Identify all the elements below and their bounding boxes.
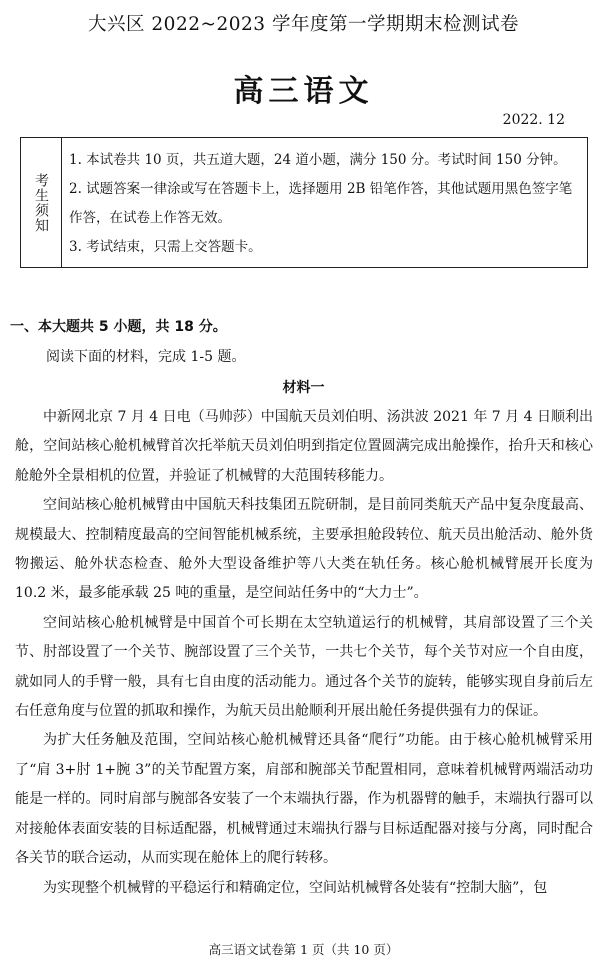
- section-heading: 一、本大题共 5 小题，共 18 分。: [10, 319, 227, 335]
- material-paragraph: 中新网北京 7 月 4 日电（马帅莎）中国航天员刘伯明、汤洪波 2021 年 7 月 4 日顺利出舱，空间站核心舱机械臂首次托举航天员刘伯明到指定位置圆满完成出舱操作，抬升天和核心舱舱外全景相机的位置，并验证了机械臂的大范围转移能力。: [15, 409, 593, 484]
- notice-label: 考生须知: [33, 172, 49, 233]
- page-footer: 高三语文试卷第 1 页（共 10 页）: [208, 942, 399, 957]
- exam-date: 2022. 12: [502, 112, 565, 128]
- notice-item: 1. 本试卷共 10 页，共五道大题，24 道小题，满分 150 分。考试时间 150 分钟。: [69, 152, 567, 168]
- material-paragraph: 为实现整个机械臂的平稳运行和精确定位，空间站机械臂各处装有“控制大脑”，包: [43, 879, 548, 896]
- material-title: 材料一: [282, 380, 325, 396]
- notice-item: 3. 考试结束，只需上交答题卡。: [69, 239, 262, 255]
- candidate-notice-box: [20, 137, 588, 268]
- subject-title: 高三语文: [233, 74, 374, 109]
- material-paragraph: 为扩大任务触及范围，空间站核心舱机械臂还具备“爬行”功能。由于核心舱机械臂采用了“肩 3+肘 1+腕 3”的关节配置方案，肩部和腕部关节配置相同，意味着机械臂两端活动功能是一样的。同时肩部与腕部各安装了一个末端执行器，作为机器臂的触手，末端执行器可以对接舱体表面安装的目标适配器，机械臂通过末端执行器与目标适配器对接与分离，同时配合各关节的联合运动，从而实现在舱体上的爬行转移。: [15, 732, 593, 867]
- material-paragraph: 空间站核心舱机械臂是中国首个可长期在太空轨道运行的机械臂，其肩部设置了三个关节、肘部设置了一个关节、腕部设置了三个关节，一共七个关节，每个关节对应一个自由度，就如同人的手臂一般，具有七自由度的活动能力。通过各个关节的旋转，能够实现自身前后左右任意角度与位置的抓取和操作，为航天员出舱顺利开展出舱任务提供强有力的保证。: [15, 614, 593, 720]
- material-body: [15, 403, 593, 903]
- exam-title: 大兴区 2022~2023 学年度第一学期期末检测试卷: [88, 14, 519, 35]
- notice-items: [69, 146, 581, 262]
- material-paragraph: 空间站核心舱机械臂由中国航天科技集团五院研制，是目前同类航天产品中复杂度最高、规模最大、控制精度最高的空间智能机械系统，主要承担舱段转位、航天员出舱活动、舱外货物搬运、舱外状态检查、舱外大型设备维护等八大类在轨任务。核心舱机械臂展开长度为 10.2 米，最多能承载 25 吨的重量，是空间站任务中的“大力士”。: [15, 497, 593, 602]
- section-instruction: 阅读下面的材料，完成 1-5 题。: [46, 349, 246, 365]
- notice-item: 2. 试题答案一律涂或写在答题卡上，选择题用 2B 铅笔作答，其他试题用黑色签字笔作答，在试卷上作答无效。: [69, 181, 573, 226]
- notice-label-cell: [21, 138, 62, 267]
